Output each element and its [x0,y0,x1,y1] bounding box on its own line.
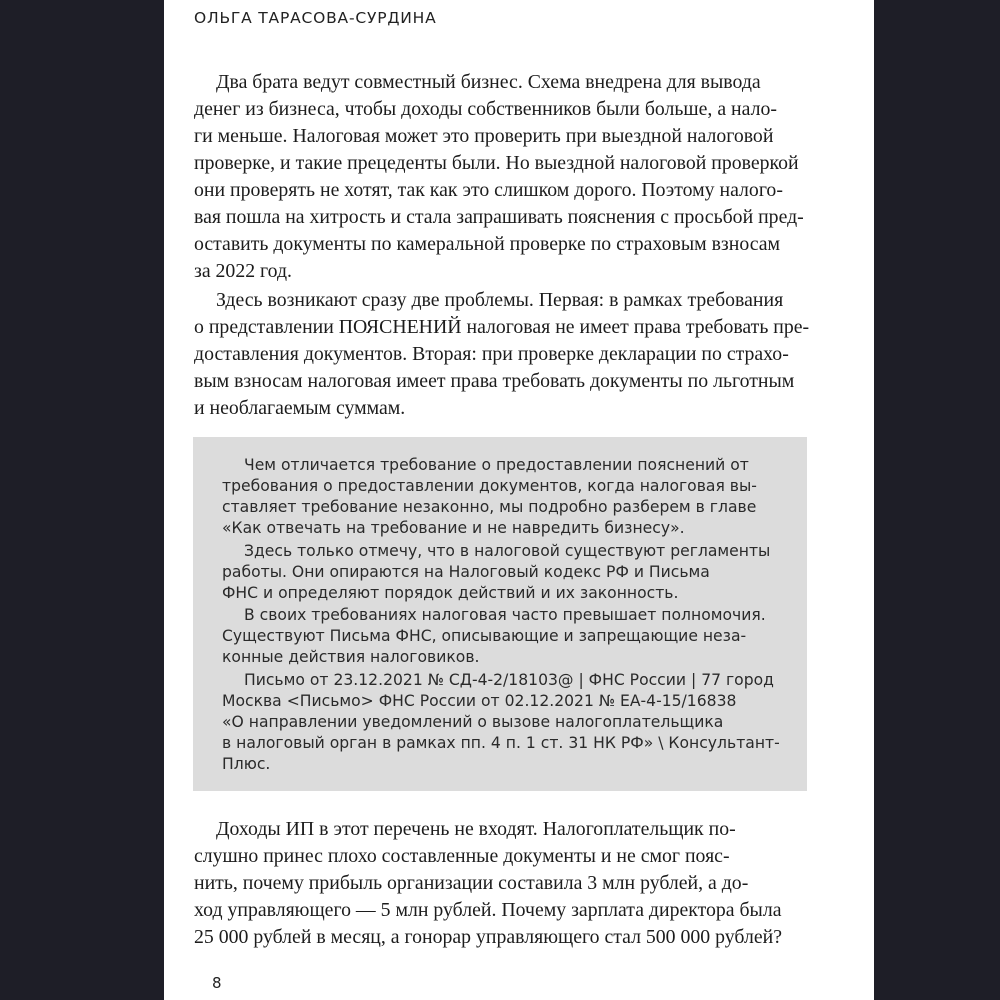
callout-line: «О направлении уведомлений о вызове налогоплательщика [222,713,724,731]
text-line: ход управляющего — 5 млн рублей. Почему зарплата директора была [194,899,782,921]
callout-line: Письмо от 23.12.2021 № СД-4-2/18103@ | ФНС России | 77 город [244,671,774,689]
callout-line: работы. Они опираются на Налоговый кодекс РФ и Письма [222,563,710,581]
callout-line: Здесь только отмечу, что в налоговой существуют регламенты [244,542,771,560]
text-line: оставить документы по камеральной проверке по страховым взносам [194,233,781,255]
text-line: доставления документов. Вторая: при проверке декларации по страхо- [194,343,789,365]
text-line: они проверять не хотят, так как это слишком дорого. Поэтому налого- [194,179,783,201]
page-number: 8 [212,974,222,992]
text-line: ги меньше. Налоговая может это проверить при выездной налоговой [194,125,774,147]
text-line: и необлагаемым суммам. [194,397,406,419]
callout-line: в налоговый орган в рамках пп. 4 п. 1 ст. 31 НК РФ» \ Консультант- [222,734,780,752]
text-line: 25 000 рублей в месяц, а гонорар управляющего стал 500 000 рублей? [194,926,782,948]
callout-line: конные действия налоговиков. [222,648,480,666]
text-line: за 2022 год. [194,260,292,282]
text-line: нить, почему прибыль организации составила 3 млн рублей, а до- [194,872,749,894]
text-line: Доходы ИП в этот перечень не входят. Налогоплательщик по- [216,818,736,840]
callout-line: Плюс. [222,755,271,773]
callout-line: Чем отличается требование о предоставлении пояснений от [244,456,749,474]
text-line: Два брата ведут совместный бизнес. Схема внедрена для вывода [216,71,761,93]
text-line: слушно принес плохо составленные документы и не смог пояс- [194,845,730,867]
book-page [164,0,874,1000]
running-head-author: ОЛЬГА ТАРАСОВА-СУРДИНА [194,9,437,27]
text-line: вым взносам налоговая имеет права требовать документы по льготным [194,370,795,392]
text-line: денег из бизнеса, чтобы доходы собственников были больше, а нало- [194,98,777,120]
callout-line: Существуют Письма ФНС, описывающие и запрещающие неза- [222,627,747,645]
callout-line: «Как отвечать на требование и не навредить бизнесу». [222,519,685,537]
callout-line: В своих требованиях налоговая часто превышает полномочия. [244,606,766,624]
text-line: проверке, и такие прецеденты были. Но выездной налоговой проверкой [194,152,799,174]
text-line: Здесь возникают сразу две проблемы. Первая: в рамках требования [216,289,784,311]
text-line: вая пошла на хитрость и стала запрашивать пояснения с просьбой пред- [194,206,804,228]
callout-line: ФНС и определяют порядок действий и их законность. [222,584,679,602]
callout-line: ставляет требование незаконно, мы подробно разберем в главе [222,498,757,516]
text-line: о представлении ПОЯСНЕНИЙ налоговая не имеет права требовать пре- [194,316,810,338]
callout-line: Москва <Письмо> ФНС России от 02.12.2021 № ЕА-4-15/16838 [222,692,737,710]
callout-line: требования о предоставлении документов, когда налоговая вы- [222,477,757,495]
